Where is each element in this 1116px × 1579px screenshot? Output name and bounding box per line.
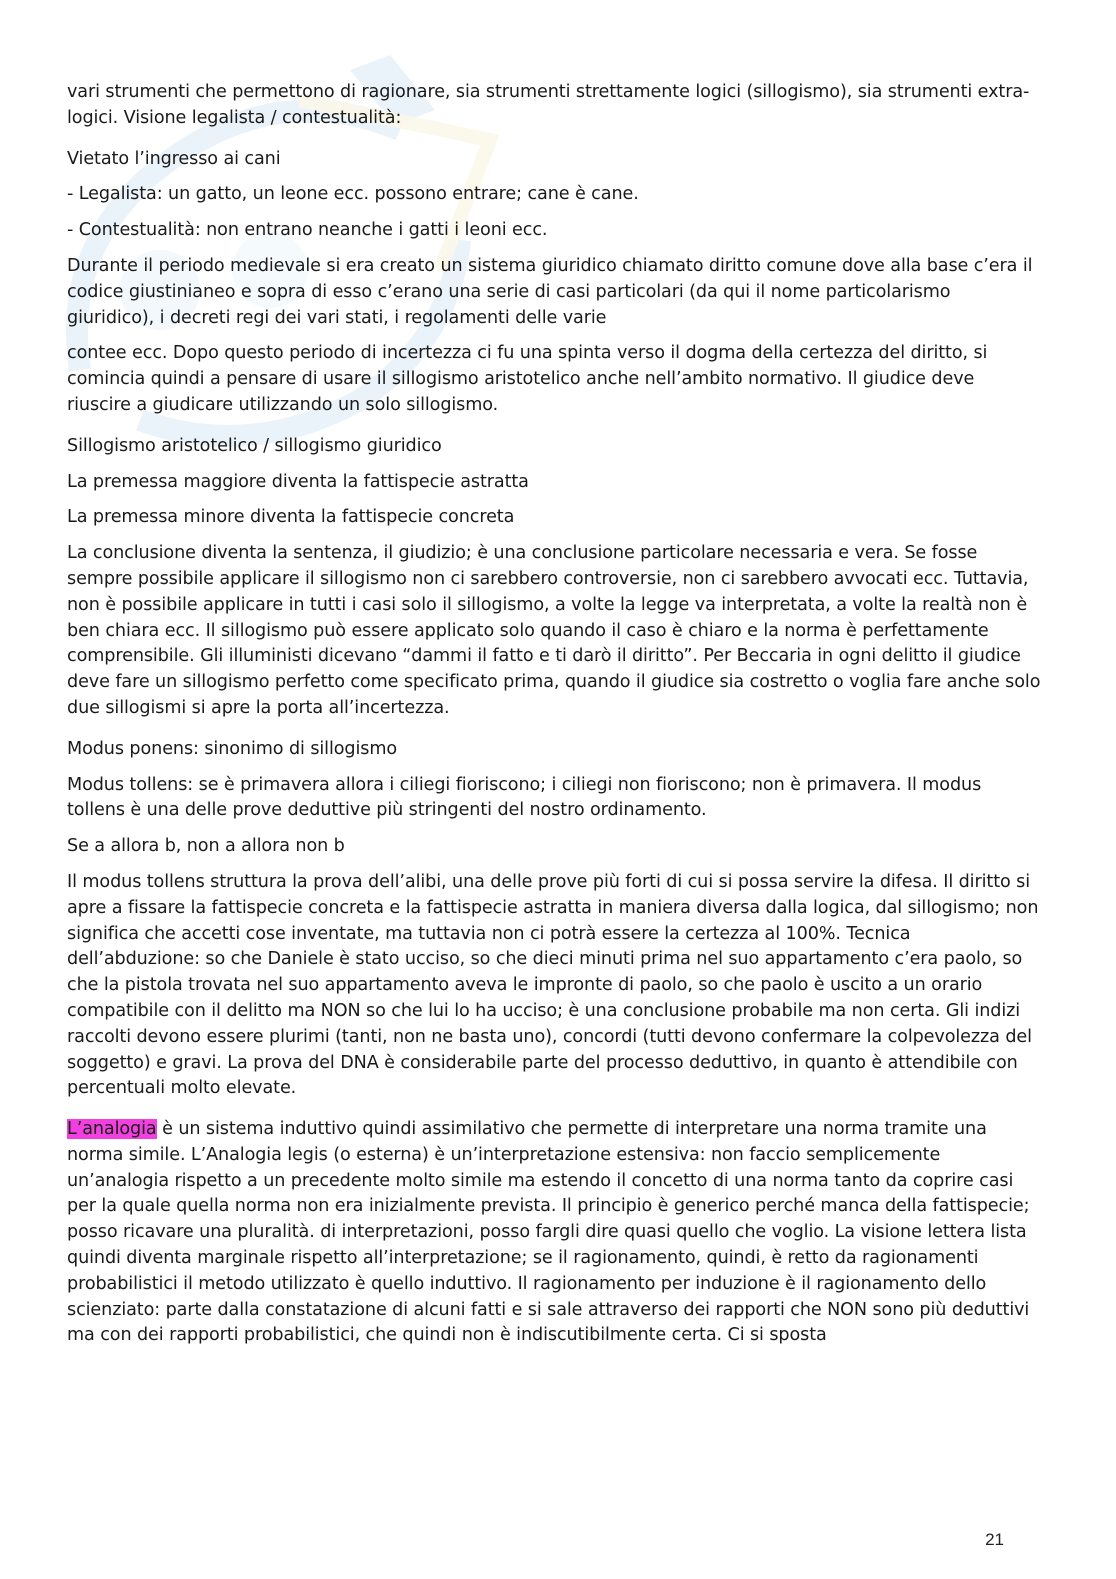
paragraph-modus-tollens: Modus tollens: se è primavera allora i ciliegi fioriscono; i ciliegi non fioriscono; non è primavera. Il modus tollens è una delle prove deduttive più stringenti del nostro ordinamento. [67,774,982,821]
highlighted-term: L’analogia [67,1119,157,1140]
paragraph-modus-ponens: Modus ponens: sinonimo di sillogismo [67,738,398,759]
paragraph-formula: Se a allora b, non a allora non b [67,836,345,857]
paragraph-analogia-text: è un sistema induttivo quindi assimilativo che permette di interpretare una norma tramite una norma simile. L’Analogia legis (o esterna) è un’interpretazione estensiva: non faccio semplicemente un’analogia rispetto a un precedente molto simile ma estendo il concetto di una norma tanto da coprire casi per la quale quella norma non era inizialmente prevista. Il principio è generico perché manca della fattispecie; posso ricavare una pluralità. di interpretazioni, posso fargli dire quasi quello che voglio. La visione lettera lista quindi diventa marginale rispetto all’interpretazione; se il ragionamento, quindi, è retto da ragionamenti probabilistici il metodo utilizzato è quello induttivo. Il ragionamento per induzione è il ragionamento dello scienziato: parte dalla constatazione di alcuni fatti e si sale attraverso dei rapporti che NON sono più deduttivi ma con dei rapporti probabilistici, che quindi non è indiscutibilmente certa. Ci si sposta [67,1119,1030,1346]
paragraph-premessa-minore: La premessa minore diventa la fattispecie concreta [67,507,515,528]
paragraph-certezza: contee ecc. Dopo questo periodo di incertezza ci fu una spinta verso il dogma della certezza del diritto, si comincia quindi a pensare di usare il sillogismo aristotelico anche nell’ambito normativo. Il giudice deve riuscire a giudicare utilizzando un solo sillogismo. [67,343,988,415]
paragraph-sillogismo-title: Sillogismo aristotelico / sillogismo giuridico [67,435,442,456]
paragraph-conclusione: La conclusione diventa la sentenza, il giudizio; è una conclusione particolare necessaria e vera. Se fosse sempre possibile applicare il sillogismo non ci sarebbero controversie, non ci sarebbero avvocati ecc. Tuttavia, non è possibile applicare in tutti i casi solo il sillogismo, a volte la legge va interpretata, a volte la realtà non è ben chiara ecc. Il sillogismo può essere applicato solo quando il caso è chiaro e la norma è perfettamente comprensibile. Gli illuministi dicevano “dammi il fatto e ti darò il diritto”. Per Beccaria in ogni delitto il giudice deve fare un sillogismo perfetto come specificato prima, quando il giudice sia costretto o voglia fare anche solo due sillogismi si apre la porta all’incertezza. [67,543,1041,718]
paragraph-premessa-maggiore: La premessa maggiore diventa la fattispecie astratta [67,471,529,492]
paragraph-sign: Vietato l’ingresso ai cani [67,148,281,169]
page-body [67,80,1042,1364]
paragraph-analogia [67,1117,1042,1349]
paragraph-legalista: - Legalista: un gatto, un leone ecc. possono entrare; cane è cane. [67,184,639,205]
paragraph-intro: vari strumenti che permettono di ragionare, sia strumenti strettamente logici (sillogismo), sia strumenti extra-logici. Visione legalista / contestualità: [67,82,1030,128]
paragraph-contestualita: - Contestualità: non entrano neanche i gatti i leoni ecc. [67,220,548,241]
page-number: 21 [985,1530,1004,1549]
paragraph-medieval: Durante il periodo medievale si era creato un sistema giuridico chiamato diritto comune dove alla base c’era il codice giustinianeo e sopra di esso c’erano una serie di casi particolari (da qui il nome particolarismo giuridico), i decreti regi dei vari stati, i regolamenti delle varie [67,255,1033,328]
paragraph-alibi: Il modus tollens struttura la prova dell’alibi, una delle prove più forti di cui si possa servire la difesa. Il diritto si apre a fissare la fattispecie concreta e la fattispecie astratta in maniera diversa dalla logica, dal sillogismo; non significa che accetti cose inventate, ma tuttavia non ci potrà essere la certezza al 100%. Tecnica dell’abduzione: so che Daniele è stato ucciso, so che dieci minuti prima nel suo appartamento c’era paolo, so che la pistola trovata nel suo appartamento aveva le impronte di paolo, so che paolo è uscito a un orario compatibile con il delitto ma NON so che lui lo ha ucciso; è una conclusione probabile ma non certa. Gli indizi raccolti devono essere plurimi (tanti, non ne basta uno), concordi (tutti devono confermare la colpevolezza del soggetto) e gravi. La prova del DNA è considerabile parte del processo deduttivo, in quanto è attendibile con percentuali molto elevate. [67,871,1039,1099]
